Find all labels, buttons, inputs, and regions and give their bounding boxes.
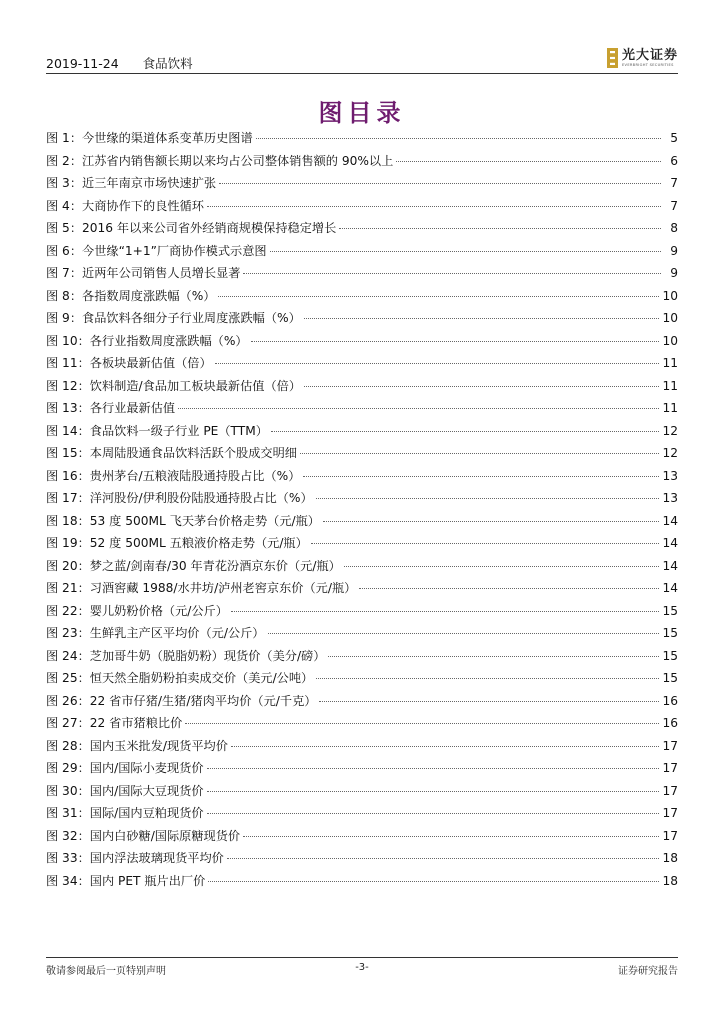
toc-entry[interactable] [46, 442, 678, 465]
toc-entry[interactable] [46, 240, 678, 263]
toc-entry[interactable] [46, 127, 678, 150]
toc-entry-page[interactable]: 11 [662, 356, 678, 370]
toc-dot-leader [339, 228, 661, 229]
toc-entry-label[interactable]: 图 3：近三年南京市场快速扩张 [46, 176, 217, 190]
toc-entry[interactable] [46, 330, 678, 353]
toc-dot-leader [304, 318, 660, 319]
toc-entry[interactable] [46, 712, 678, 735]
footer-divider [46, 957, 678, 958]
toc-entry-page[interactable]: 15 [662, 671, 678, 685]
toc-entry-page[interactable]: 6 [670, 153, 678, 168]
toc-entry[interactable] [46, 465, 678, 488]
toc-entry-page[interactable]: 10 [662, 333, 678, 348]
toc-entry-label[interactable]: 图 2：江苏省内销售额长期以来均占公司整体销售额的 90%以上 [46, 153, 394, 168]
toc-dot-leader [231, 611, 660, 612]
toc-entry-page[interactable]: 10 [662, 288, 678, 303]
toc-entry[interactable] [46, 262, 678, 285]
toc-dot-leader [215, 363, 660, 364]
footer-report-type: 证券研究报告 [618, 966, 678, 977]
toc-entry-page[interactable]: 13 [662, 468, 678, 483]
toc-entry-page[interactable]: 17 [662, 783, 678, 798]
header-date: 2019-11-24 [46, 56, 119, 71]
toc-entry[interactable] [46, 195, 678, 218]
figure-list [46, 127, 678, 892]
toc-entry-page[interactable]: 12 [662, 423, 678, 438]
toc-entry-label[interactable]: 图 18：53 度 500ML 飞天茅台价格走势（元/瓶） [46, 513, 320, 528]
toc-entry-page[interactable]: 7 [670, 198, 678, 213]
toc-entry[interactable] [46, 217, 678, 240]
toc-entry-label[interactable]: 图 6：今世缘“1+1”厂商协作模式示意图 [46, 243, 267, 258]
toc-dot-leader [316, 678, 659, 679]
toc-dot-leader [207, 206, 661, 207]
toc-entry-page[interactable]: 14 [662, 513, 678, 528]
toc-entry-page[interactable]: 5 [670, 131, 678, 145]
footer-page-number: -3- [355, 962, 369, 973]
toc-dot-leader [271, 431, 660, 432]
toc-entry-label[interactable]: 图 29：国内/国际小麦现货价 [46, 761, 204, 775]
logo-text [622, 48, 678, 68]
toc-entry-label[interactable]: 图 30：国内/国际大豆现货价 [46, 783, 204, 798]
toc-entry-page[interactable]: 14 [662, 558, 678, 573]
page-header [46, 48, 678, 72]
toc-dot-leader [316, 498, 660, 499]
toc-entry[interactable] [46, 645, 678, 668]
toc-entry-label[interactable]: 图 8：各指数周度涨跌幅（%） [46, 288, 216, 303]
toc-dot-leader [311, 543, 660, 544]
toc-entry-page[interactable]: 16 [662, 716, 678, 730]
toc-entry[interactable] [46, 307, 678, 330]
toc-entry-page[interactable]: 9 [670, 243, 678, 258]
toc-dot-leader [270, 251, 661, 252]
toc-entry-label[interactable]: 图 28：国内玉米批发/现货平均价 [46, 738, 228, 753]
toc-dot-leader [231, 746, 660, 747]
toc-entry-label[interactable]: 图 26：22 省市仔猪/生猪/猪肉平均价（元/千克） [46, 693, 317, 708]
toc-entry-page[interactable]: 7 [670, 176, 678, 190]
toc-dot-leader [251, 341, 660, 342]
toc-entry[interactable] [46, 487, 678, 510]
toc-entry-label[interactable]: 图 25：恒天然全脂奶粉拍卖成交价（美元/公吨） [46, 671, 314, 685]
toc-entry-page[interactable]: 17 [662, 828, 678, 843]
toc-entry-label[interactable]: 图 19：52 度 500ML 五粮液价格走势（元/瓶） [46, 536, 308, 550]
toc-dot-leader [396, 161, 661, 162]
toc-entry-page[interactable]: 11 [662, 401, 678, 415]
toc-dot-leader [207, 791, 660, 792]
toc-entry[interactable] [46, 352, 678, 375]
toc-entry[interactable] [46, 510, 678, 533]
toc-entry[interactable] [46, 780, 678, 803]
toc-dot-leader [303, 476, 659, 477]
toc-entry[interactable] [46, 757, 678, 780]
toc-entry[interactable] [46, 802, 678, 825]
toc-dot-leader [243, 836, 659, 837]
toc-entry-page[interactable]: 12 [662, 446, 678, 460]
toc-entry-label[interactable]: 图 12：饮料制造/食品加工板块最新估值（倍） [46, 378, 302, 393]
toc-entry[interactable] [46, 667, 678, 690]
toc-dot-leader [268, 633, 660, 634]
toc-dot-leader [323, 521, 659, 522]
toc-entry-page[interactable]: 14 [662, 536, 678, 550]
toc-entry-page[interactable]: 14 [662, 581, 678, 595]
toc-entry-label[interactable]: 图 4：大商协作下的良性循环 [46, 198, 204, 213]
toc-entry[interactable] [46, 172, 678, 195]
page-title: 图目录 [318, 99, 406, 127]
toc-entry-label[interactable]: 图 32：国内白砂糖/国际原糖现货价 [46, 828, 241, 843]
toc-entry[interactable] [46, 600, 678, 623]
header-section: 食品饮料 [142, 56, 193, 71]
toc-entry[interactable] [46, 577, 678, 600]
toc-entry-label[interactable]: 图 5：2016 年以来公司省外经销商规模保持稳定增长 [46, 221, 337, 235]
toc-entry-page[interactable]: 15 [662, 603, 678, 618]
toc-entry-label[interactable]: 图 23：生鲜乳主产区平均价（元/公斤） [46, 626, 265, 640]
toc-dot-leader [178, 408, 659, 409]
toc-dot-leader [243, 273, 661, 274]
toc-entry[interactable] [46, 397, 678, 420]
page-footer [46, 962, 678, 978]
toc-entry-page[interactable]: 17 [662, 806, 678, 820]
toc-entry-label[interactable]: 图 16：贵州茅台/五粮液陆股通持股占比（%） [46, 468, 301, 483]
toc-entry-page[interactable]: 16 [662, 693, 678, 708]
toc-entry[interactable] [46, 735, 678, 758]
logo-english-name: EVERBRIGHT SECURITIES [621, 63, 674, 67]
toc-entry[interactable] [46, 825, 678, 848]
everbright-logo [607, 48, 678, 68]
toc-entry-label[interactable]: 图 24：芝加哥牛奶（脱脂奶粉）现货价（美分/磅） [46, 648, 326, 663]
toc-entry-page[interactable]: 8 [670, 221, 678, 235]
toc-entry-page[interactable]: 9 [670, 266, 678, 280]
toc-dot-leader [208, 881, 659, 882]
toc-entry-page[interactable]: 10 [662, 311, 678, 325]
toc-entry-page[interactable]: 18 [662, 851, 678, 865]
toc-entry-label[interactable]: 图 27：22 省市猪粮比价 [46, 716, 183, 730]
toc-entry-label[interactable]: 图 22：婴儿奶粉价格（元/公斤） [46, 603, 228, 618]
footer-disclaimer: 敬请参阅最后一页特别声明 [46, 966, 166, 977]
toc-dot-leader [300, 453, 660, 454]
toc-dot-leader [207, 813, 660, 814]
toc-entry-page[interactable]: 11 [662, 378, 678, 393]
header-left [46, 54, 193, 72]
toc-entry-label[interactable]: 图 33：国内浮法玻璃现货平均价 [46, 851, 224, 865]
toc-dot-leader [319, 701, 659, 702]
toc-entry[interactable] [46, 555, 678, 578]
toc-entry-label[interactable]: 图 10：各行业指数周度涨跌幅（%） [46, 333, 248, 348]
toc-entry-label[interactable]: 图 11：各板块最新估值（倍） [46, 356, 212, 370]
toc-entry-page[interactable]: 17 [662, 738, 678, 753]
toc-entry[interactable] [46, 532, 678, 555]
toc-entry-label[interactable]: 图 20：梦之蓝/剑南春/30 年青花汾酒京东价（元/瓶） [46, 558, 341, 573]
toc-entry[interactable] [46, 690, 678, 713]
toc-entry-label[interactable]: 图 9：食品饮料各细分子行业周度涨跌幅（%） [46, 311, 301, 325]
toc-dot-leader [328, 656, 659, 657]
toc-dot-leader [185, 723, 659, 724]
toc-dot-leader [227, 858, 660, 859]
toc-entry-label[interactable]: 图 31：国际/国内豆粕现货价 [46, 806, 204, 820]
logo-mark-icon [607, 48, 618, 68]
toc-entry-label[interactable]: 图 34：国内 PET 瓶片出厂价 [46, 873, 206, 888]
toc-entry-label[interactable]: 图 17：洋河股份/伊利股份陆股通持股占比（%） [46, 491, 313, 505]
toc-entry-label[interactable]: 图 14：食品饮料一级子行业 PE（TTM） [46, 423, 268, 438]
toc-dot-leader [219, 183, 661, 184]
toc-dot-leader [359, 588, 659, 589]
toc-entry[interactable] [46, 847, 678, 870]
toc-entry-page[interactable]: 18 [662, 873, 678, 888]
toc-entry[interactable] [46, 285, 678, 308]
toc-entry[interactable] [46, 150, 678, 173]
toc-entry-label[interactable]: 图 1：今世缘的渠道体系变革历史图谱 [46, 131, 253, 145]
toc-entry-label[interactable]: 图 7：近两年公司销售人员增长显著 [46, 266, 241, 280]
toc-entry-page[interactable]: 13 [662, 491, 678, 505]
toc-dot-leader [304, 386, 659, 387]
toc-dot-leader [344, 566, 660, 567]
toc-entry[interactable] [46, 420, 678, 443]
toc-entry-label[interactable]: 图 21：习酒窖藏 1988/水井坊/泸州老窖京东价（元/瓶） [46, 581, 357, 595]
toc-entry-page[interactable]: 15 [662, 648, 678, 663]
toc-dot-leader [207, 768, 660, 769]
header-divider [46, 73, 678, 74]
toc-entry[interactable] [46, 375, 678, 398]
toc-entry-page[interactable]: 17 [662, 761, 678, 775]
logo-chinese-name: 光大证券 [621, 48, 678, 63]
toc-entry[interactable] [46, 870, 678, 893]
toc-entry-label[interactable]: 图 15：本周陆股通食品饮料活跃个股成交明细 [46, 446, 297, 460]
toc-entry[interactable] [46, 622, 678, 645]
toc-entry-label[interactable]: 图 13：各行业最新估值 [46, 401, 176, 415]
toc-entry-page[interactable]: 15 [662, 626, 678, 640]
toc-dot-leader [218, 296, 659, 297]
toc-dot-leader [256, 138, 661, 139]
